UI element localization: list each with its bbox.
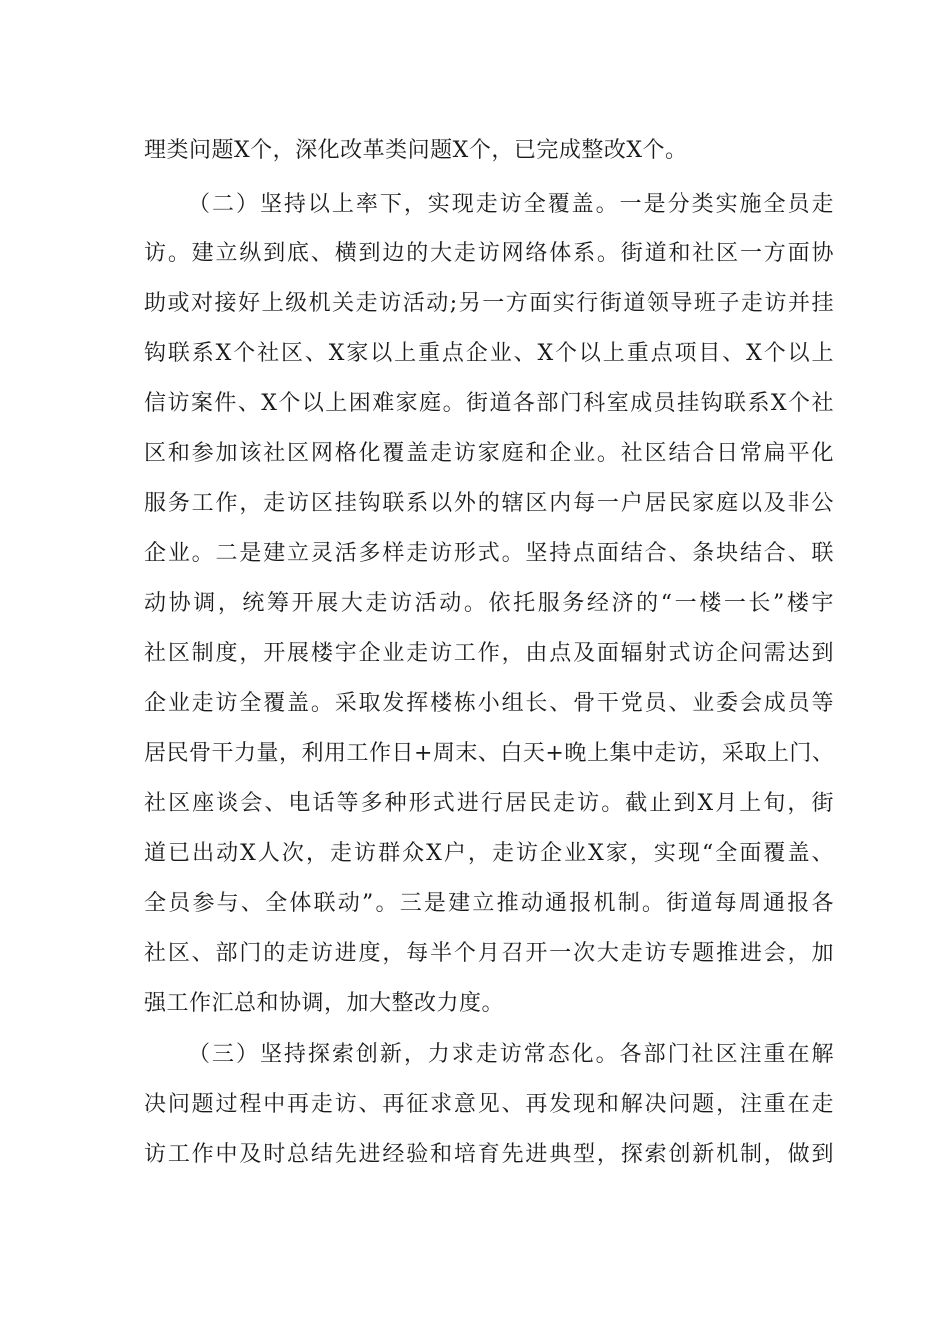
text-line: 动协调，统筹开展大走访活动。依托服务经济的“一楼一长”楼宇	[144, 591, 834, 616]
text-line: 社区座谈会、电话等多种形式进行居民走访。截止到X月上旬，街	[144, 791, 834, 816]
text-line: 助或对接好上级机关走访活动;另一方面实行街道领导班子走访并挂	[144, 291, 834, 316]
text-line: 访。建立纵到底、横到边的大走访网络体系。街道和社区一方面协	[144, 241, 834, 266]
text-line: 道已出动X人次，走访群众X户，走访企业X家，实现“全面覆盖、	[144, 841, 834, 866]
text-line: 钩联系X个社区、X家以上重点企业、X个以上重点项目、X个以上	[144, 341, 834, 366]
text-line: 强工作汇总和协调，加大整改力度。	[144, 991, 505, 1016]
text-line: 决问题过程中再走访、再征求意见、再发现和解决问题，注重在走	[144, 1092, 834, 1117]
text-line: 全员参与、全体联动”。三是建立推动通报机制。街道每周通报各	[144, 891, 834, 916]
text-line: 访工作中及时总结先进经验和培育先进典型，探索创新机制，做到	[144, 1142, 834, 1167]
text-line: （三）坚持探索创新，力求走访常态化。各部门社区注重在解	[188, 1042, 834, 1067]
text-line: 社区制度，开展楼宇企业走访工作，由点及面辐射式访企问需达到	[144, 641, 834, 666]
text-line: 居民骨干力量，利用工作日+周末、白天+晚上集中走访，采取上门、	[144, 741, 835, 766]
text-line: 社区、部门的走访进度，每半个月召开一次大走访专题推进会，加	[144, 941, 834, 966]
text-line: 信访案件、X个以上困难家庭。街道各部门科室成员挂钩联系X个社	[144, 391, 834, 416]
text-line: 服务工作，走访区挂钩联系以外的辖区内每一户居民家庭以及非公	[144, 491, 834, 516]
text-line: （二）坚持以上率下，实现走访全覆盖。一是分类实施全员走	[188, 192, 834, 217]
text-line: 区和参加该社区网格化覆盖走访家庭和企业。社区结合日常扁平化	[144, 441, 834, 466]
text-line: 企业走访全覆盖。采取发挥楼栋小组长、骨干党员、业委会成员等	[144, 691, 834, 716]
text-line: 企业。二是建立灵活多样走访形式。坚持点面结合、条块结合、联	[144, 541, 834, 566]
text-line: 理类问题X个，深化改革类问题X个，已完成整改X个。	[144, 138, 688, 163]
